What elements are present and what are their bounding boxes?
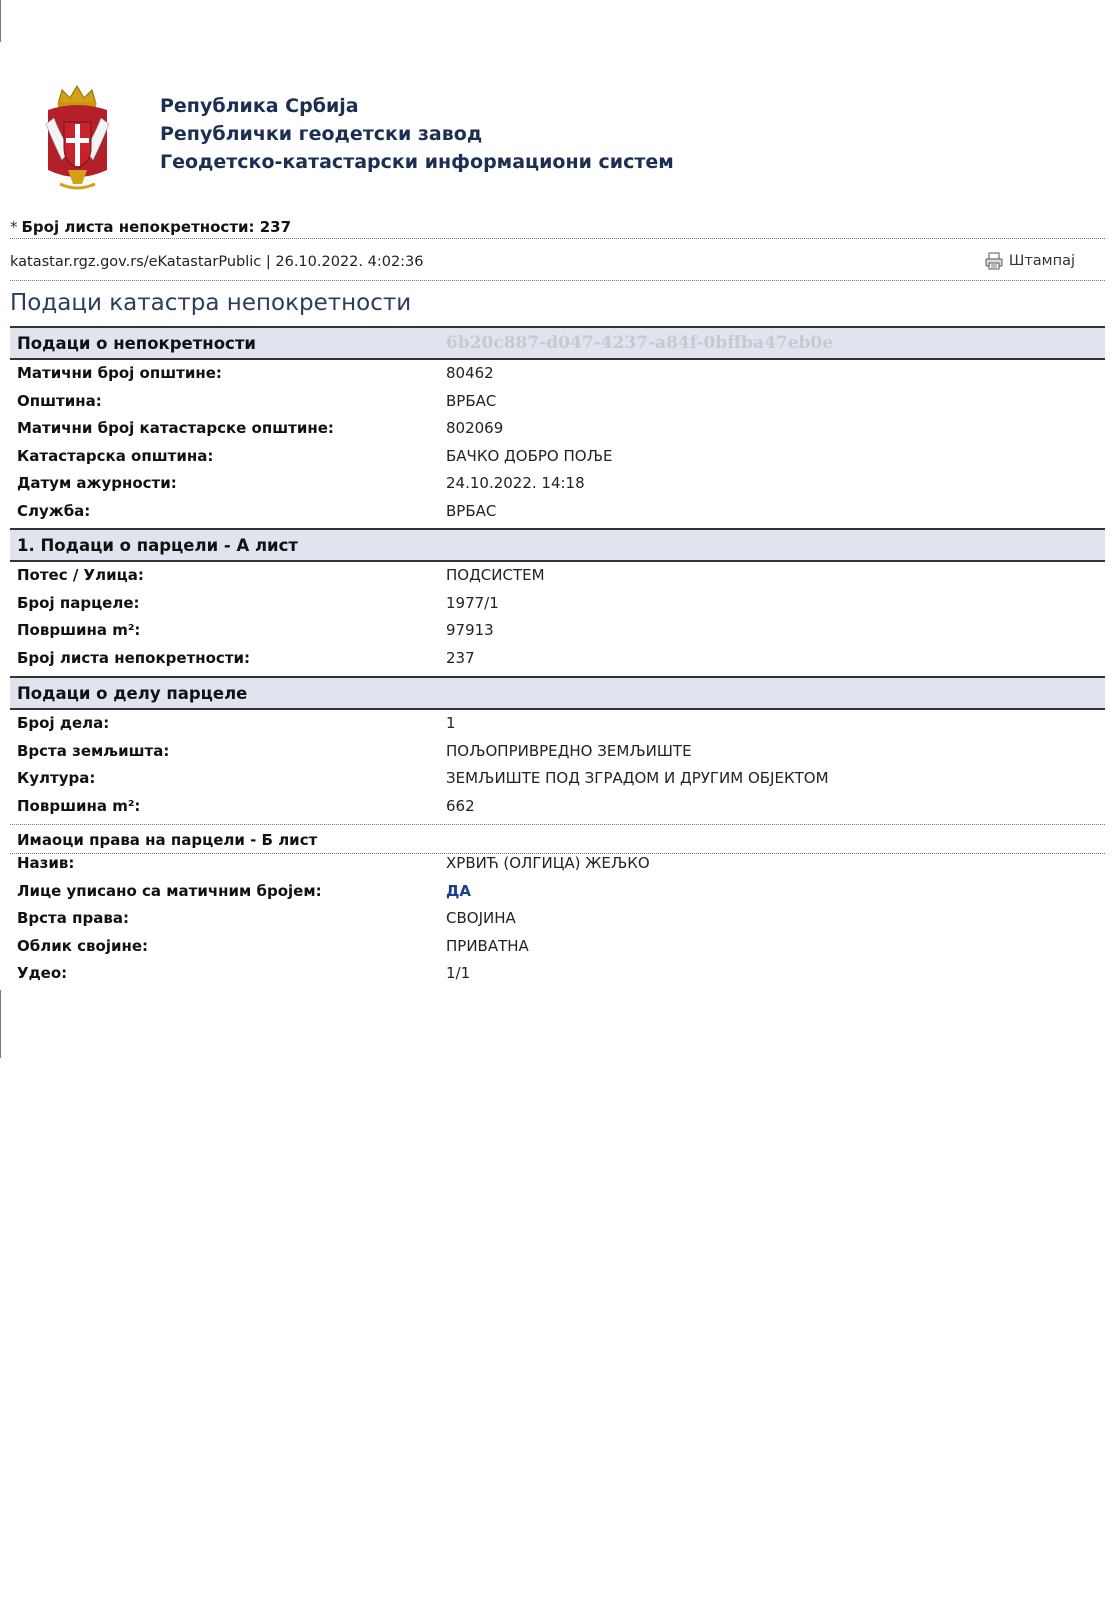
divider xyxy=(10,238,1105,239)
section-title: Подаци о непокретности xyxy=(17,333,256,353)
row-label: Општина: xyxy=(17,391,102,410)
row-label: Број дела: xyxy=(17,714,110,732)
row-label: Врста земљишта: xyxy=(17,741,170,760)
property-section xyxy=(10,326,1105,525)
source-and-timestamp: katastar.rgz.gov.rs/eKatastarPublic | 26.10.2022. 4:02:36 xyxy=(10,254,424,270)
left-edge-mark-top xyxy=(0,0,1,42)
print-label: Штампај xyxy=(1008,253,1075,269)
table-row xyxy=(10,562,1105,590)
header-line-republic: Република Србија xyxy=(160,95,359,117)
table-row xyxy=(10,470,1105,498)
asterisk-icon: * xyxy=(10,218,18,236)
parcel-part-section-header xyxy=(10,676,1105,710)
table-row xyxy=(10,360,1105,388)
table-row xyxy=(10,793,1105,821)
row-label: Култура: xyxy=(17,769,96,787)
table-row xyxy=(10,960,1105,988)
table-row xyxy=(10,645,1105,673)
row-label: Удео: xyxy=(17,964,68,982)
row-label: Лице уписано са матичним бројем: xyxy=(17,881,322,900)
table-row xyxy=(10,388,1105,416)
table-row xyxy=(10,765,1105,793)
sheet-number-text: Број листа непокретности: 237 xyxy=(21,218,292,236)
row-label: Потес / Улица: xyxy=(17,566,144,584)
row-value: 1/1 xyxy=(446,964,471,982)
row-value: ПРИВАТНА xyxy=(446,936,529,955)
sheet-number xyxy=(10,218,291,236)
row-value: БАЧКО ДОБРО ПОЉЕ xyxy=(446,446,613,465)
page-header xyxy=(40,84,840,194)
row-value: 97913 xyxy=(446,621,494,639)
row-value: ЗЕМЉИШТЕ ПОД ЗГРАДОМ И ДРУГИМ ОБЈЕКТОМ xyxy=(446,769,829,787)
row-label: Број парцеле: xyxy=(17,593,140,612)
row-value: ВРБАС xyxy=(446,391,497,410)
table-row xyxy=(10,498,1105,526)
parcel-part-section xyxy=(10,676,1105,820)
table-row xyxy=(10,590,1105,618)
row-label: Површина m²: xyxy=(17,796,141,815)
printer-icon xyxy=(985,252,1003,270)
divider xyxy=(10,280,1105,281)
row-label: Матични број катастарске општине: xyxy=(17,419,334,437)
table-row xyxy=(10,738,1105,766)
section-title: Имаоци права на парцели - Б лист xyxy=(17,831,318,849)
table-row xyxy=(10,617,1105,645)
section-title: 1. Подаци о парцели - А лист xyxy=(17,535,298,555)
owners-section xyxy=(10,824,1105,988)
row-label: Облик својине: xyxy=(17,936,149,955)
property-section-header xyxy=(10,326,1105,360)
table-row xyxy=(10,933,1105,961)
table-row xyxy=(10,415,1105,443)
row-value: СВОЈИНА xyxy=(446,909,516,927)
row-value: ХРВИЋ (ОЛГИЦА) ЖЕЉКО xyxy=(446,854,650,872)
row-value: 1 xyxy=(446,714,456,732)
row-value: 662 xyxy=(446,796,475,815)
parcel-section-header xyxy=(10,528,1105,562)
coat-of-arms-icon xyxy=(40,84,115,194)
left-edge-mark-bottom xyxy=(0,990,1,1058)
row-value: 1977/1 xyxy=(446,593,499,612)
print-button[interactable] xyxy=(985,252,1075,270)
page-title: Подаци катастра непокретности xyxy=(10,290,412,316)
row-label: Врста права: xyxy=(17,909,129,927)
row-value: 237 xyxy=(446,648,475,667)
row-label: Назив: xyxy=(17,854,75,872)
row-value: 802069 xyxy=(446,419,504,437)
row-label: Површина m²: xyxy=(17,621,141,639)
row-value: ВРБАС xyxy=(446,501,497,520)
table-row xyxy=(10,710,1105,738)
row-label: Служба: xyxy=(17,501,91,520)
property-guid: 6b20c887-d047-4237-a84f-0bffba47eb0e xyxy=(446,333,834,353)
row-value-registered-flag: ДА xyxy=(446,881,471,900)
row-label: Датум ажурности: xyxy=(17,474,177,492)
row-value: ПОДСИСТЕМ xyxy=(446,566,545,584)
header-line-system: Геодетско-катастарски информациони систем xyxy=(160,151,674,173)
row-label: Број листа непокретности: xyxy=(17,648,251,667)
parcel-section xyxy=(10,528,1105,672)
row-value: 80462 xyxy=(446,364,494,382)
table-row xyxy=(10,443,1105,471)
header-institution xyxy=(160,92,674,176)
row-label: Катастарска општина: xyxy=(17,446,214,465)
header-line-institute: Републички геодетски завод xyxy=(160,123,483,145)
table-row xyxy=(10,905,1105,933)
section-title: Подаци о делу парцеле xyxy=(17,683,248,703)
table-row xyxy=(10,850,1105,878)
row-value: 24.10.2022. 14:18 xyxy=(446,474,585,492)
row-label: Матични број општине: xyxy=(17,364,222,382)
row-value: ПОЉОПРИВРЕДНО ЗЕМЉИШТЕ xyxy=(446,741,692,760)
table-row xyxy=(10,878,1105,906)
